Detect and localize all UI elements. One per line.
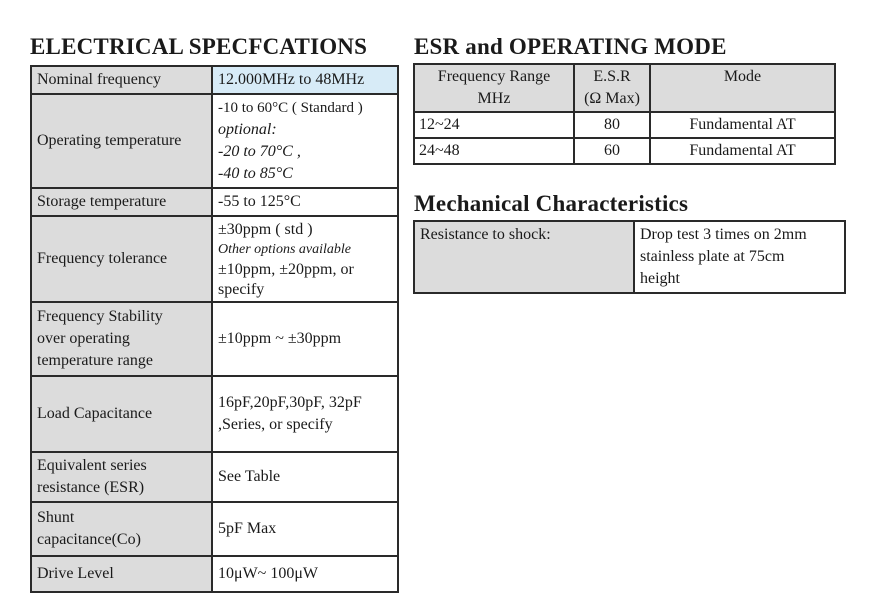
- spec-value: 5pF Max: [212, 502, 398, 556]
- spec-label: [31, 452, 212, 502]
- spec-label: Operating temperature: [31, 94, 212, 188]
- table-row: [31, 66, 398, 94]
- spec-value-line: ±30ppm ( std ): [218, 221, 313, 238]
- spec-value-line: ,Series, or specify: [218, 416, 333, 433]
- table-cell: Fundamental AT: [650, 138, 835, 164]
- table-row: [31, 216, 398, 302]
- spec-label-line: over operating: [37, 330, 130, 347]
- mechanical-table: [413, 220, 846, 294]
- table-cell: 12~24: [414, 112, 574, 138]
- table-row: [414, 112, 835, 138]
- table-row: [31, 452, 398, 502]
- spec-value: -55 to 125°C: [212, 188, 398, 216]
- table-row: [31, 302, 398, 376]
- spec-value-line: -20 to 70°C ,: [218, 143, 301, 160]
- spec-label-line: resistance (ESR): [37, 479, 145, 496]
- column-header-line: E.S.R: [593, 68, 631, 85]
- table-row: [414, 221, 845, 293]
- spec-label: Load Capacitance: [31, 376, 212, 452]
- spec-value-line: optional:: [218, 121, 277, 138]
- table-cell: 80: [574, 112, 650, 138]
- spec-value-line: -40 to 85°C: [218, 165, 293, 182]
- table-cell: Fundamental AT: [650, 112, 835, 138]
- spec-value-line: ±10ppm, ±20ppm, or: [218, 261, 354, 278]
- column-header-line: Frequency Range: [437, 68, 551, 85]
- spec-label: Resistance to shock:: [414, 221, 634, 293]
- spec-value-line: height: [640, 270, 680, 287]
- spec-label-line: temperature range: [37, 352, 153, 369]
- spec-label: [31, 302, 212, 376]
- spec-label-line: Frequency Stability: [37, 308, 163, 325]
- spec-label-line: Shunt: [37, 509, 75, 526]
- esr-table: [413, 63, 836, 165]
- electrical-specs-title: ELECTRICAL SPECFCATIONS: [30, 34, 368, 59]
- esr-title: ESR and OPERATING MODE: [414, 34, 727, 59]
- column-header: [414, 64, 574, 112]
- spec-label: Drive Level: [31, 556, 212, 592]
- spec-value: [634, 221, 845, 293]
- table-row: [31, 188, 398, 216]
- table-row: [31, 502, 398, 556]
- spec-value-line: Other options available: [218, 242, 351, 257]
- spec-value-line: Drop test 3 times on 2mm: [640, 226, 807, 243]
- spec-value-line: stainless plate at 75cm: [640, 248, 785, 265]
- table-header-row: [414, 64, 835, 112]
- table-row: [31, 94, 398, 188]
- table-cell: 60: [574, 138, 650, 164]
- spec-value: ±10ppm ~ ±30ppm: [212, 302, 398, 376]
- spec-label: Frequency tolerance: [31, 216, 212, 302]
- table-row: [31, 556, 398, 592]
- column-header-line: MHz: [477, 90, 511, 107]
- spec-value: 12.000MHz to 48MHz: [212, 66, 398, 94]
- spec-value-line: -10 to 60°C ( Standard ): [218, 100, 363, 116]
- spec-value: [212, 216, 398, 302]
- table-row: [414, 138, 835, 164]
- mechanical-title: Mechanical Characteristics: [414, 191, 689, 216]
- spec-label-line: capacitance(Co): [37, 531, 141, 548]
- spec-value: 10μW~ 100μW: [212, 556, 398, 592]
- table-cell: 24~48: [414, 138, 574, 164]
- spec-label: Storage temperature: [31, 188, 212, 216]
- spec-value-line: 16pF,20pF,30pF, 32pF: [218, 394, 362, 411]
- spec-label: Nominal frequency: [31, 66, 212, 94]
- column-header: Mode: [650, 64, 835, 112]
- column-header: [574, 64, 650, 112]
- electrical-specs-table: [30, 65, 399, 593]
- spec-value-line: specify: [218, 281, 265, 298]
- spec-value: See Table: [212, 452, 398, 502]
- column-header-line: (Ω Max): [584, 90, 640, 107]
- spec-value: [212, 376, 398, 452]
- spec-label-line: Equivalent series: [37, 457, 147, 474]
- table-row: [31, 376, 398, 452]
- spec-value: [212, 94, 398, 188]
- spec-label: [31, 502, 212, 556]
